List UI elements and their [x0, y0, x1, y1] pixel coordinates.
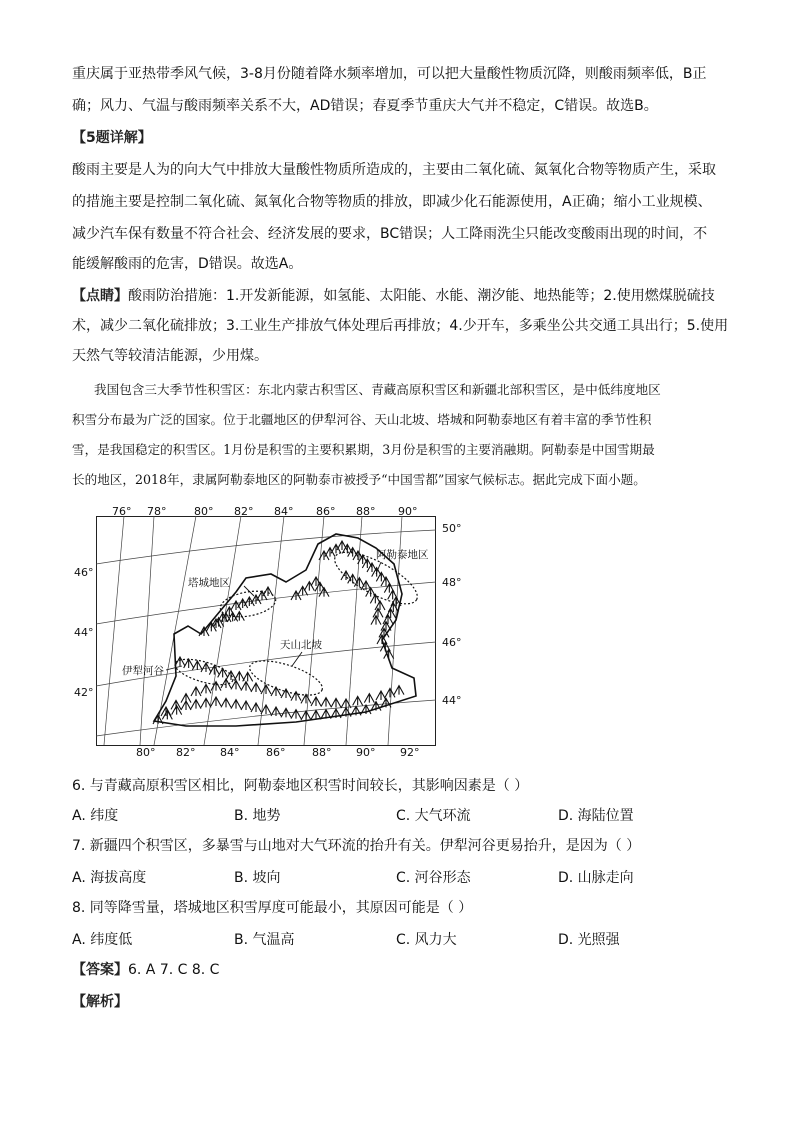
tip-line — [72, 286, 715, 306]
latitude-tick-48-right: 48° — [442, 576, 462, 589]
mountain-glyph — [353, 551, 363, 560]
mountain-glyph — [311, 697, 321, 706]
longitude-tick-78: 78° — [147, 505, 167, 518]
q5-heading: 【5题详解】 — [72, 130, 152, 146]
mountain-glyph — [261, 685, 271, 694]
answer-label: 【答案】 — [72, 962, 128, 978]
question-8-option-d[interactable]: D. 光照强 — [558, 932, 620, 948]
mountain-glyph — [241, 701, 251, 710]
latitude-tick-50-right: 50° — [442, 522, 462, 535]
passage-line: 我国包含三大季节性积雪区：东北内蒙古积雪区、青藏高原积雪区和新疆北部积雪区，是中低纬度地区 — [94, 382, 661, 397]
mountain-glyph — [394, 686, 404, 695]
mountain-glyph — [353, 696, 363, 705]
mountain-glyph — [234, 612, 244, 621]
paragraph-line: 酸雨主要是人为的向大气中排放大量酸性物质所造成的，主要由二氧化硫、氮氧化合物等物质产生，采取 — [72, 162, 716, 178]
question-8-option-a[interactable]: A. 纬度低 — [72, 932, 133, 948]
tip-line: 术，减少二氧化硫排放；3.工业生产排放气体处理后再排放；4.少开车，多乘坐公共交通工具出行；5.使用 — [72, 318, 729, 334]
longitude-tick-90-bottom: 90° — [356, 746, 376, 759]
analysis-heading: 【解析】 — [72, 994, 128, 1010]
tip-line: 天然气等较清洁能源，少用煤。 — [72, 348, 268, 364]
latitude-tick-42-left: 42° — [74, 686, 94, 699]
question-6-option-c[interactable]: C. 大气环流 — [396, 808, 471, 824]
question-6-stem: 6. 与青藏高原积雪区相比，阿勒泰地区积雪时间较长，其影响因素是（ ） — [72, 778, 529, 794]
mountain-glyph — [251, 683, 261, 692]
tianshan-leader-line — [292, 652, 302, 666]
answer-line — [72, 960, 219, 980]
mountain-glyph — [184, 659, 194, 668]
mountain-glyph — [221, 698, 231, 707]
longitude-tick-82: 82° — [234, 505, 254, 518]
mountain-glyph — [376, 691, 386, 700]
passage-line: 长的地区，2018年，隶属阿勒泰地区的阿勒泰市被授予“中国雪都”国家气候标志。据此完成下面小题。 — [72, 472, 646, 487]
passage-line: 雪，是我国稳定的积雪区。1月份是积雪的主要积累期，3月份是积雪的主要消融期。阿勒泰是中国雪期最 — [72, 442, 655, 457]
paragraph-line: 重庆属于亚热带季风气候，3-8月份随着降水频率增加，可以把大量酸性物质沉降，则酸雨频率低，B正 — [72, 66, 707, 82]
tianshan-label: 天山北坡 — [280, 639, 322, 651]
paragraph-line: 的措施主要是控制二氧化硫、氮氧化合物等物质的排放，即减少化石能源使用，A正确；缩小工业规模、 — [72, 194, 712, 210]
yili-label: 伊犁河谷 — [122, 665, 164, 677]
mountain-glyph — [371, 616, 381, 625]
question-7-option-a[interactable]: A. 海拔高度 — [72, 870, 147, 886]
mountain-glyph — [211, 682, 221, 691]
snow-region-map — [96, 516, 436, 762]
mountain-glyph — [301, 711, 311, 720]
longitude-tick-86-bottom: 86° — [266, 746, 286, 759]
question-8-stem: 8. 同等降雪量，塔城地区积雪厚度可能最小，其原因可能是（ ） — [72, 900, 473, 916]
mountain-glyph — [218, 668, 228, 677]
longitude-tick-92-bottom: 92° — [400, 746, 420, 759]
mountain-glyph — [362, 559, 372, 568]
longitude-tick-82-bottom: 82° — [176, 746, 196, 759]
mountain-glyph — [181, 694, 191, 703]
longitude-tick-76: 76° — [112, 505, 132, 518]
mountain-glyph — [171, 700, 181, 709]
longitude-tick-88: 88° — [356, 505, 376, 518]
question-8-option-b[interactable]: B. 气温高 — [234, 932, 295, 948]
tip-text: 酸雨防治措施：1.开发新能源，如氢能、太阳能、水能、潮汐能、地热能等；2.使用燃煤脱硫技 — [128, 288, 715, 304]
mountain-glyph — [383, 615, 393, 624]
longitude-tick-80: 80° — [194, 505, 214, 518]
question-6-option-b[interactable]: B. 地势 — [234, 808, 281, 824]
question-7-option-b[interactable]: B. 坡向 — [234, 870, 281, 886]
answer-text: 6. A 7. C 8. C — [128, 962, 220, 978]
tacheng-label: 塔城地区 — [188, 577, 230, 589]
tip-label: 【点睛】 — [72, 288, 128, 304]
mountain-glyph — [226, 671, 236, 680]
longitude-tick-88-bottom: 88° — [312, 746, 332, 759]
longitude-tick-84-bottom: 84° — [220, 746, 240, 759]
longitude-tick-90: 90° — [398, 505, 418, 518]
longitude-tick-86: 86° — [316, 505, 336, 518]
latitude-tick-44-right: 44° — [442, 694, 462, 707]
question-7-stem: 7. 新疆四个积雪区，多暴雪与山地对大气环流的抬升有关。伊犁河谷更易抬升，是因为（ ） — [72, 838, 641, 854]
mountain-glyph — [375, 601, 385, 610]
latitude-tick-46-left: 46° — [74, 566, 94, 579]
mountain-glyph — [201, 684, 211, 693]
mountain-symbols — [153, 541, 404, 724]
mountain-glyph — [331, 698, 341, 707]
mountain-glyph — [192, 661, 202, 670]
mountain-glyph — [291, 692, 301, 701]
mountain-glyph — [241, 682, 251, 691]
question-7-option-d[interactable]: D. 山脉走向 — [558, 870, 634, 886]
altay-label: 阿勒泰地区 — [376, 549, 429, 561]
paragraph-line: 能缓解酸雨的危害，D错误。故选A。 — [72, 256, 303, 272]
mountain-glyph — [321, 698, 331, 707]
question-8-option-c[interactable]: C. 风力大 — [396, 932, 457, 948]
question-7-option-c[interactable]: C. 河谷形态 — [396, 870, 471, 886]
longitude-tick-80-bottom: 80° — [136, 746, 156, 759]
paragraph-line: 确；风力、气温与酸雨频率关系不大，AD错误；春夏季节重庆大气并不稳定，C错误。故选B。 — [72, 98, 658, 114]
mountain-glyph — [211, 697, 221, 706]
latitude-tick-44-left: 44° — [74, 626, 94, 639]
mountain-glyph — [251, 703, 261, 712]
mountain-glyph — [364, 694, 374, 703]
latitude-tick-46-right: 46° — [442, 636, 462, 649]
mountain-glyph — [385, 688, 395, 697]
passage-line: 积雪分布最为广泛的国家。位于北疆地区的伊犁河谷、天山北坡、塔城和阿勒泰地区有着丰富的季节性积 — [72, 412, 652, 427]
mountain-glyph — [291, 710, 301, 719]
mountain-glyph — [191, 700, 201, 709]
mountain-glyph — [201, 698, 211, 707]
mountain-glyph — [271, 687, 281, 696]
longitude-tick-84: 84° — [274, 505, 294, 518]
mountain-glyph — [341, 571, 351, 580]
paragraph-line: 减少汽车保有数量不符合社会、经济发展的要求，BC错误；人工降雨洗尘只能改变酸雨出现的时间，不 — [72, 226, 708, 242]
mountain-glyph — [373, 608, 383, 617]
mountain-glyph — [191, 687, 201, 696]
question-6-option-d[interactable]: D. 海陆位置 — [558, 808, 634, 824]
mountain-glyph — [231, 700, 241, 709]
study-area-boundary — [154, 534, 416, 726]
mountain-glyph — [301, 694, 311, 703]
question-6-option-a[interactable]: A. 纬度 — [72, 808, 119, 824]
